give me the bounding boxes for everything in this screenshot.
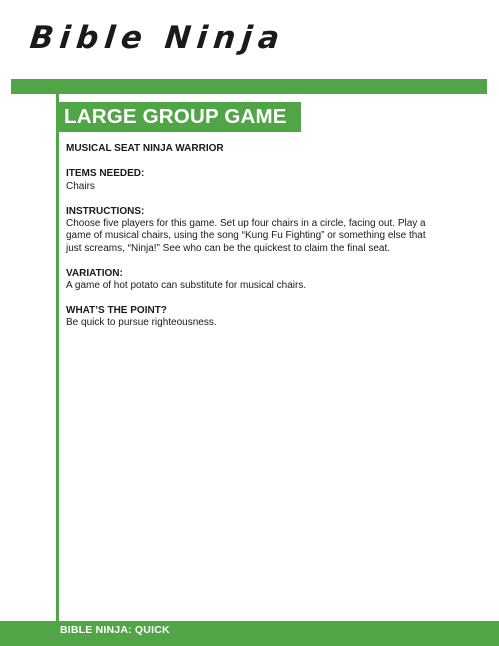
footer-text: BIBLE NINJA: QUICK [60, 624, 170, 636]
instructions-section [66, 206, 436, 256]
variation-text: A game of hot potato can substitute for musical chairs. [66, 280, 307, 292]
variation-label: VARIATION: [66, 267, 123, 279]
point-label: WHAT’S THE POINT? [66, 304, 167, 316]
items-needed-section [66, 168, 436, 193]
instructions-label: INSTRUCTIONS: [66, 205, 145, 217]
section-header-banner [56, 102, 301, 132]
footer-bar [0, 621, 499, 646]
brand-logo-title: Bible Ninja [28, 20, 287, 56]
items-needed-text: Chairs [66, 180, 95, 192]
game-content [66, 143, 436, 342]
instructions-text: Choose five players for this game. Set up four chairs in a circle, facing out. Play a game of musical chairs, using the song “Kung Fu Fighting” or something else that just screams, “Ninja!” See who can be the quickest to claim the final seat. [66, 218, 426, 254]
header-green-bar [11, 79, 487, 94]
game-title: MUSICAL SEAT NINJA WARRIOR [66, 143, 224, 154]
point-section [66, 305, 436, 330]
point-text: Be quick to pursue righteousness. [66, 317, 217, 329]
left-green-rule [56, 94, 59, 622]
section-title: LARGE GROUP GAME [64, 105, 287, 128]
variation-section [66, 268, 436, 293]
items-needed-label: ITEMS NEEDED: [66, 168, 145, 180]
